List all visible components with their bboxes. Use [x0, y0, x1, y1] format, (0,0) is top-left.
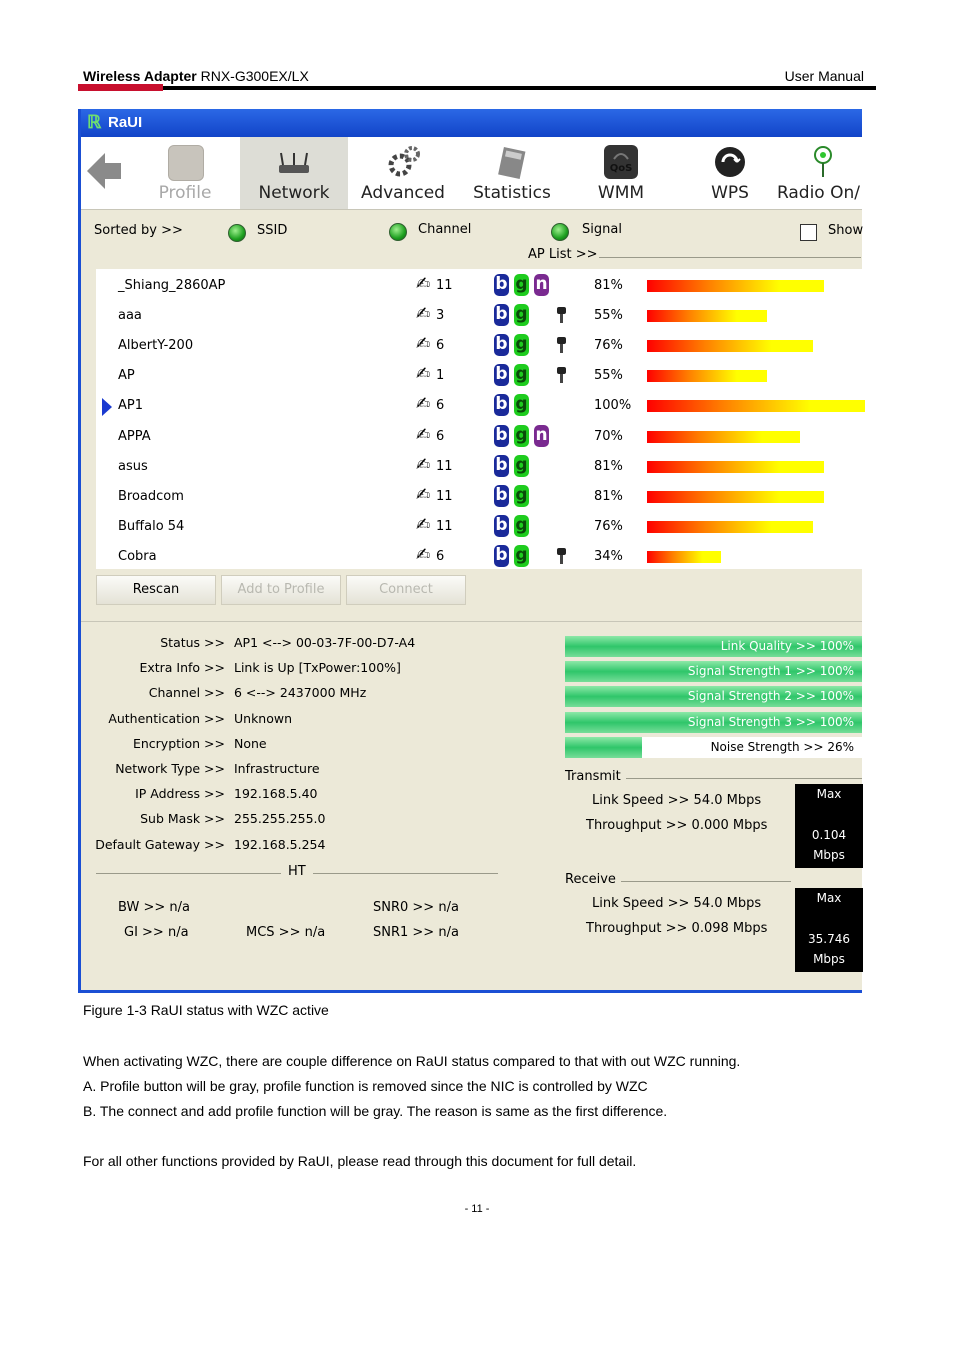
paragraph-4: For all other functions provided by RaUI, please read through this document for full detail.	[83, 1153, 637, 1169]
mode-g-icon: g	[515, 484, 528, 505]
quality-bar-text: Link Quality >> 100%	[720, 639, 854, 653]
infrastructure-icon: ✍	[416, 394, 431, 415]
ap-ssid: Buffalo 54	[118, 518, 185, 534]
sort-ssid-radio[interactable]	[228, 224, 246, 242]
mode-b-icon: b	[495, 454, 508, 475]
current-ap-arrow-icon	[102, 398, 112, 416]
mode-n-icon: n	[535, 424, 548, 445]
receive-max-value: 35.746	[808, 932, 850, 946]
mode-g-icon: g	[515, 424, 528, 445]
profile-icon	[168, 145, 204, 181]
signal-bar	[647, 280, 824, 292]
ap-ssid: APPA	[118, 428, 151, 444]
toolbar-profile[interactable]	[131, 137, 239, 209]
quality-bar	[565, 661, 862, 682]
status-value: Infrastructure	[234, 761, 320, 776]
receive-title: Receive	[565, 872, 616, 887]
quality-bar	[565, 636, 862, 657]
signal-bar	[647, 491, 824, 503]
ap-row[interactable]	[96, 361, 862, 391]
mode-b-icon: b	[495, 424, 508, 445]
ht-mcs: MCS >> n/a	[246, 925, 326, 940]
transmit-max-box	[795, 784, 863, 868]
ap-signal: 81%	[594, 458, 623, 474]
quality-bar-text: Noise Strength >> 26%	[710, 739, 854, 754]
ap-row[interactable]	[96, 482, 862, 512]
advanced-icon	[386, 145, 420, 179]
signal-bar	[647, 340, 813, 352]
rescan-button[interactable]: Rescan	[96, 575, 216, 605]
signal-bar	[647, 521, 813, 533]
ap-ssid: asus	[118, 458, 148, 474]
ht-snr0: SNR0 >> n/a	[373, 900, 459, 915]
receive-max-unit: Mbps	[813, 952, 845, 966]
toolbar-profile-label: Profile	[158, 183, 212, 203]
infrastructure-icon: ✍	[416, 424, 431, 445]
paragraph-3: B. The connect and add profile function will be gray. The reason is same as the first difference.	[83, 1103, 668, 1119]
signal-bar	[647, 310, 767, 322]
mode-b-icon: b	[495, 484, 508, 505]
header-accent-rule	[78, 84, 163, 91]
status-value: AP1 <--> 00-03-7F-00-D7-A4	[234, 635, 416, 650]
mode-g-icon: g	[515, 334, 528, 355]
ap-signal: 81%	[594, 488, 623, 504]
sort-ssid-label: SSID	[257, 223, 288, 238]
mode-b-icon: b	[495, 304, 508, 325]
network-icon	[277, 145, 311, 179]
ap-list-label: AP List >>	[528, 247, 598, 262]
quality-bar-fill	[565, 737, 642, 758]
ap-signal: 55%	[594, 368, 623, 384]
window-title: RaUI	[108, 114, 143, 131]
receive-throughput: Throughput >> 0.098 Mbps	[586, 921, 768, 936]
ap-ssid: aaa	[118, 308, 142, 324]
mode-b-icon: b	[495, 394, 508, 415]
ap-ssid: AP	[118, 368, 135, 384]
ap-channel: 11	[436, 488, 453, 504]
toolbar-wmm[interactable]	[567, 137, 675, 209]
status-label: Default Gateway >>	[95, 836, 225, 852]
header-manual: User Manual	[784, 68, 864, 84]
raui-logo-icon: ℝ	[87, 112, 102, 132]
status-label: IP Address >>	[135, 786, 225, 802]
ap-channel: 6	[436, 398, 445, 414]
sorted-by-label: Sorted by >>	[94, 223, 183, 238]
radio-icon	[808, 145, 842, 179]
mode-b-icon: b	[495, 514, 508, 535]
ap-row[interactable]	[96, 512, 862, 542]
ap-channel: 11	[436, 278, 453, 293]
ht-title: HT	[288, 864, 306, 879]
receive-max-label: Max	[816, 891, 842, 905]
show-label: Show	[828, 223, 864, 238]
header-product-model: RNX-G300EX/LX	[200, 68, 309, 84]
ap-ssid: AP1	[118, 398, 144, 414]
ht-bw: BW >> n/a	[118, 900, 190, 915]
signal-bar	[647, 431, 800, 443]
ap-row[interactable]	[96, 271, 862, 301]
show-checkbox[interactable]	[800, 224, 817, 241]
toolbar-radio[interactable]	[771, 137, 862, 209]
paragraph-1: When activating WZC, there are couple difference on RaUI status compared to that with out WZC running.	[83, 1053, 741, 1069]
ap-channel: 6	[436, 428, 445, 444]
title-bar	[81, 109, 862, 137]
sort-channel-radio[interactable]	[389, 223, 407, 241]
signal-bar	[647, 400, 865, 412]
status-value: None	[234, 735, 267, 751]
lock-icon	[557, 367, 566, 383]
transmit-max-label: Max	[816, 787, 842, 801]
ap-list[interactable]	[96, 269, 862, 569]
infrastructure-icon: ✍	[416, 484, 431, 505]
toolbar-statistics-label: Statistics	[473, 183, 551, 203]
ap-row[interactable]	[96, 422, 862, 452]
ap-ssid: _Shiang_2860AP	[118, 278, 226, 293]
ap-signal: 100%	[594, 398, 632, 414]
status-value: 6 <--> 2437000 MHz	[234, 685, 367, 701]
quality-bar	[565, 686, 862, 707]
infrastructure-icon: ✍	[416, 514, 431, 535]
toolbar-radio-label: Radio On/	[776, 183, 860, 203]
status-value: 255.255.255.0	[234, 811, 326, 827]
infrastructure-icon: ✍	[416, 274, 431, 294]
status-value: Unknown	[234, 710, 293, 726]
transmit-title: Transmit	[565, 769, 621, 784]
sort-signal-label: Signal	[582, 222, 622, 237]
ap-signal: 34%	[594, 548, 623, 564]
lock-icon	[557, 307, 566, 323]
mode-g-icon: g	[515, 544, 528, 565]
transmit-max-value: 0.104	[811, 828, 847, 842]
raui-window	[78, 109, 862, 993]
mode-g-icon: g	[515, 454, 528, 475]
connect-button[interactable]: Connect	[346, 575, 466, 605]
status-value: Link is Up [TxPower:100%]	[234, 660, 401, 676]
toolbar-network-label: Network	[258, 183, 330, 203]
page-number: - 11 -	[464, 1203, 490, 1215]
ap-channel: 11	[436, 518, 453, 534]
status-label: Channel >>	[148, 685, 225, 701]
qos-icon	[604, 145, 638, 179]
statistics-icon	[495, 145, 529, 179]
quality-bar-text: Signal Strength 3 >> 100%	[687, 714, 854, 729]
ap-row[interactable]	[96, 542, 862, 572]
ap-row[interactable]	[96, 331, 862, 361]
status-value: 192.168.5.40	[234, 786, 318, 802]
mode-b-icon: b	[495, 274, 508, 294]
status-label: Network Type >>	[115, 761, 225, 776]
mode-g-icon: g	[515, 514, 528, 535]
status-label: Encryption >>	[132, 735, 225, 751]
mode-b-icon: b	[495, 334, 508, 355]
ap-ssid: Cobra	[118, 548, 157, 564]
toolbar-statistics[interactable]	[458, 137, 566, 209]
toolbar	[81, 137, 862, 210]
transmit-throughput: Throughput >> 0.000 Mbps	[586, 818, 768, 833]
status-label: Extra Info >>	[139, 660, 225, 676]
toolbar-advanced[interactable]	[349, 137, 457, 209]
signal-bar	[647, 461, 824, 473]
ap-row[interactable]	[96, 452, 862, 482]
ap-signal: 55%	[594, 308, 623, 324]
status-label: Status >>	[160, 635, 225, 650]
header-product	[83, 68, 309, 84]
svg-text:QoS: QoS	[609, 163, 633, 174]
infrastructure-icon: ✍	[416, 454, 431, 475]
ap-row[interactable]	[96, 391, 862, 421]
add-to-profile-button[interactable]: Add to Profile	[221, 575, 341, 605]
lock-icon	[557, 337, 566, 353]
mode-g-icon: g	[515, 274, 528, 294]
wps-icon	[713, 145, 747, 179]
quality-bar-text: Signal Strength 2 >> 100%	[687, 689, 854, 704]
lock-icon	[557, 548, 566, 564]
toolbar-wps[interactable]	[676, 137, 784, 209]
toolbar-network[interactable]	[240, 137, 348, 209]
quality-bar	[565, 737, 862, 758]
status-label: Sub Mask >>	[140, 811, 225, 827]
figure-caption: Figure 1-3 RaUI status with WZC active	[83, 1002, 329, 1018]
ap-ssid: AlbertY-200	[118, 338, 194, 354]
ap-channel: 1	[436, 368, 445, 384]
sort-row	[81, 219, 862, 245]
quality-bar	[565, 712, 862, 733]
status-label: Authentication >>	[108, 710, 225, 726]
ap-signal: 81%	[594, 278, 623, 293]
ap-channel: 3	[436, 308, 445, 324]
signal-bar	[647, 551, 721, 563]
ap-ssid: Broadcom	[118, 488, 184, 504]
transmit-link-speed: Link Speed >> 54.0 Mbps	[592, 793, 762, 808]
ap-channel: 6	[436, 548, 445, 564]
ap-signal: 70%	[594, 428, 623, 444]
infrastructure-icon: ✍	[416, 334, 431, 355]
mode-g-icon: g	[515, 364, 528, 385]
sort-channel-label: Channel	[418, 222, 472, 237]
toolbar-wps-label: WPS	[711, 183, 749, 203]
mode-n-icon: n	[535, 274, 548, 294]
ap-signal: 76%	[594, 338, 623, 354]
mode-g-icon: g	[515, 394, 528, 415]
paragraph-2: A. Profile button will be gray, profile function is removed since the NIC is controlled by WZC	[83, 1078, 648, 1094]
ap-signal: 76%	[594, 518, 623, 534]
mode-g-icon: g	[515, 304, 528, 325]
status-value: 192.168.5.254	[234, 836, 326, 852]
sort-signal-radio[interactable]	[551, 223, 569, 241]
receive-link-speed: Link Speed >> 54.0 Mbps	[592, 896, 762, 911]
ap-channel: 11	[436, 458, 453, 474]
ht-snr1: SNR1 >> n/a	[373, 925, 459, 940]
ap-channel: 6	[436, 338, 445, 354]
receive-max-box	[795, 888, 863, 972]
signal-bar	[647, 370, 767, 382]
infrastructure-icon: ✍	[416, 364, 431, 385]
header-rule	[78, 86, 876, 90]
toolbar-wmm-label: WMM	[597, 183, 645, 203]
infrastructure-icon: ✍	[416, 544, 431, 565]
header-product-name: Wireless Adapter	[83, 68, 197, 84]
ap-row[interactable]	[96, 301, 862, 331]
infrastructure-icon: ✍	[416, 304, 431, 325]
toolbar-advanced-label: Advanced	[361, 183, 445, 203]
mode-b-icon: b	[495, 364, 508, 385]
transmit-max-unit: Mbps	[813, 848, 845, 862]
quality-bar-text: Signal Strength 1 >> 100%	[687, 664, 854, 679]
ht-gi: GI >> n/a	[124, 925, 189, 940]
mode-b-icon: b	[495, 544, 508, 565]
